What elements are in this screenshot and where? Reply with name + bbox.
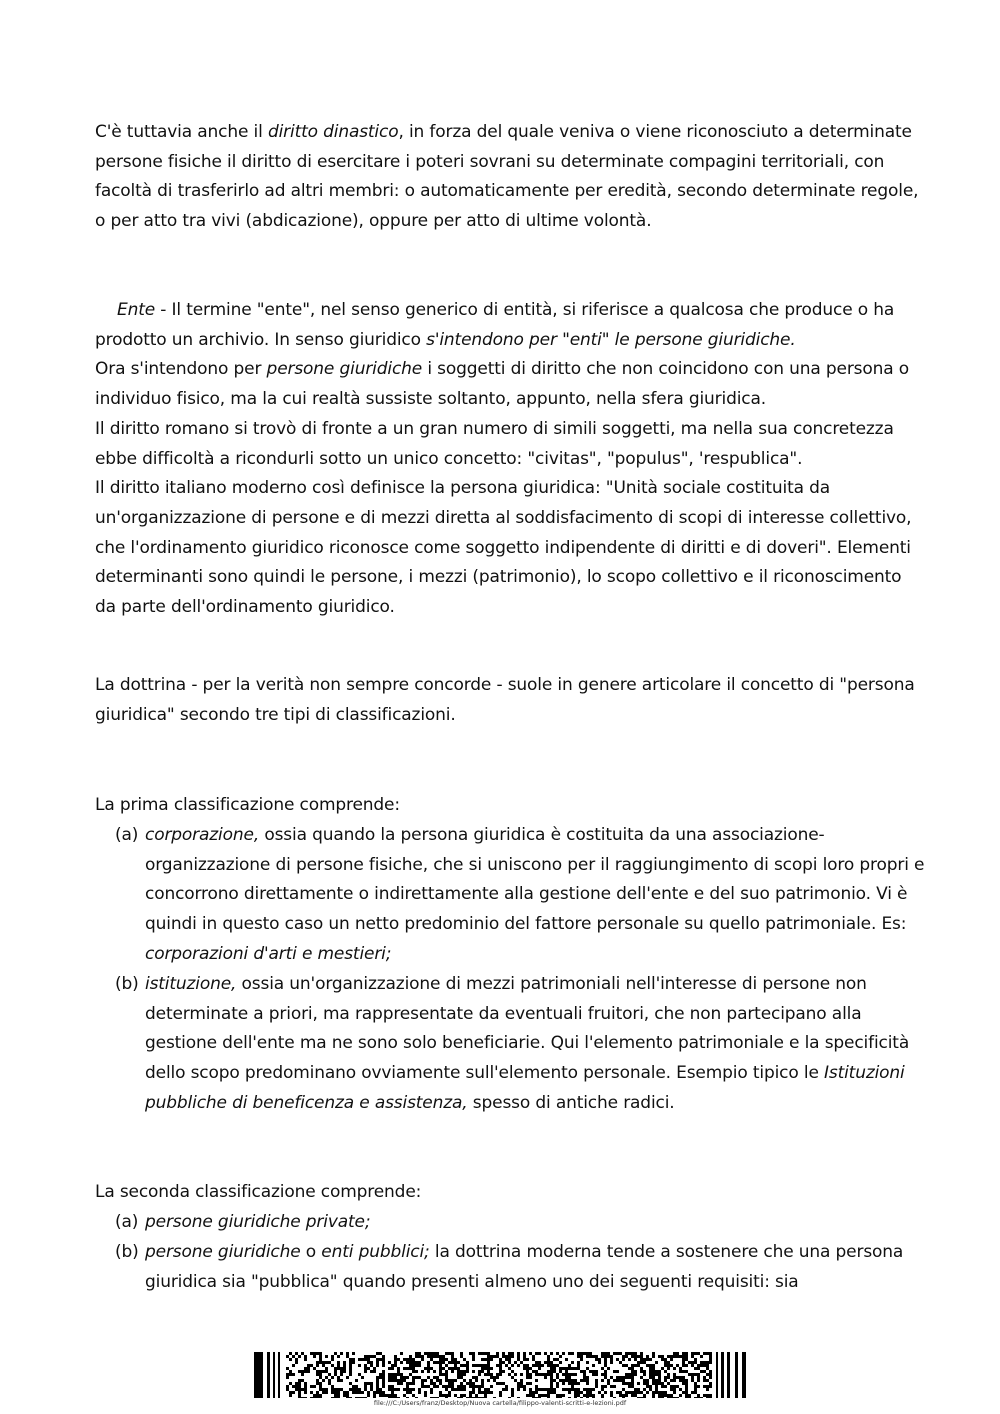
list-marker: (b) <box>115 1242 139 1262</box>
paragraph-dottrina: La dottrina - per la verità non sempre concorde - suole in genere articolare il concetto di "persona giuridica" secondo tre tipi di classificazioni. <box>95 675 915 725</box>
heading-seconda-classificazione: La seconda classificazione comprende: <box>95 1182 422 1202</box>
italic-run: Ente <box>117 300 156 320</box>
text-run: C'è tuttavia anche il <box>95 122 268 142</box>
list-item-body <box>115 970 925 1119</box>
text-run: ossia quando la persona giuridica è costituita da una associazione-organizzazione di persone fisiche, che si uniscono per il raggiungimento di scopi loro propri e concorrono direttamente o indirettamente alla gestione dell'ente e del suo patrimonio. Vi è quindi in questo caso un netto predominio del fattore personale su quello patrimoniale. Es: <box>145 825 925 935</box>
text-run: ossia un'organizzazione di mezzi patrimoniali nell'interesse di persone non determinate a priori, ma rappresentate da eventuali fruitori, che non partecipano alla gestione dell'ente ma ne sono solo beneficiarie. Qui l'elemento patrimoniale e la specificità dello scopo predominano ovviamente sull'elemento personale. Esempio tipico le <box>145 974 910 1084</box>
list-item-body <box>115 821 925 970</box>
text-run: - Il termine "ente", nel senso generico di entità, si riferisce a qualcosa che produce o ha prodotto un archivio. In senso giuridico <box>95 300 895 350</box>
list-item-istituzione <box>115 970 925 1119</box>
text-run: i soggetti di diritto che non coincidono con una persona o individuo fisico, ma la cui realtà sussiste soltanto, appunto, nella sfera giuridica. <box>95 359 910 410</box>
heading-prima-classificazione: La prima classificazione comprende: <box>95 795 400 815</box>
italic-run: enti pubblici; <box>321 1242 430 1262</box>
italic-run: istituzione, <box>145 974 237 994</box>
text-run: la dottrina moderna tende a sostenere che una persona giuridica sia "pubblica" quando presenti almeno uno dei seguenti requisiti: sia <box>145 1242 904 1292</box>
italic-run: s'intendono per "enti" le persone giuridiche. <box>426 329 796 350</box>
italic-run: Istituzioni pubbliche di beneficenza e assistenza, <box>145 1063 905 1113</box>
text-run: spesso di antiche radici. <box>467 1092 675 1113</box>
text-run: o <box>300 1242 322 1262</box>
paragraph-diritto-dinastico <box>95 118 925 237</box>
list-marker: (a) <box>115 825 139 845</box>
list-marker: (a) <box>115 1212 139 1232</box>
text-run: Ora s'intendono per <box>95 359 267 380</box>
italic-run: persone giuridiche <box>145 1242 301 1262</box>
italic-run: corporazione, <box>145 825 260 845</box>
italic-run: persone giuridiche private; <box>145 1212 371 1232</box>
italic-run: diritto dinastico <box>267 122 399 142</box>
italic-run: persone giuridiche <box>266 359 423 380</box>
list-item-persone-private <box>115 1208 925 1238</box>
ente-diritto-romano: Il diritto romano si trovò di fronte a un gran numero di simili soggetti, ma nella sua concretezza ebbe difficoltà a ricondurli sotto un unico concetto: "civitas", "populus", 'respublica". <box>95 418 894 469</box>
paragraph-ente <box>95 296 925 623</box>
ente-intro <box>95 296 925 355</box>
text-run: , in forza del quale veniva o viene riconosciuto a determinate persone fisiche il diritto di esercitare i poteri sovrani su determinate compagini territoriali, con facoltà di trasferirlo ad altri membri: o automaticamente per eredità, secondo determinate regole, o per atto tra vivi (abdicazione), oppure per atto di ultime volontà. <box>95 122 919 232</box>
list-item-corporazione <box>115 821 925 970</box>
list-item-enti-pubblici <box>115 1238 925 1297</box>
barcode-image <box>254 1352 746 1398</box>
italic-run: corporazioni d'arti e mestieri; <box>145 943 392 964</box>
ente-diritto-italiano: Il diritto italiano moderno così definisce la persona giuridica: "Unità sociale costituita da un'organizzazione di persone e di mezzi diretta al soddisfacimento di scopi di interesse collettivo, che l'ordinamento giuridico riconosce come soggetto indipendente di diritti e di doveri". Elementi determinanti sono quindi le persone, i mezzi (patrimonio), lo scopo collettivo e il riconoscimento da parte dell'ordinamento giuridico. <box>95 478 912 618</box>
list-item-body <box>115 1208 925 1238</box>
list-item-body <box>115 1238 925 1297</box>
ente-persone-giuridiche <box>95 355 925 414</box>
footer-file-path: file:///C:/Users/franz/Desktop/Nuova cartella/filippo-valenti-scritti-e-lezioni.pdf <box>373 1399 627 1407</box>
list-marker: (b) <box>115 974 139 994</box>
